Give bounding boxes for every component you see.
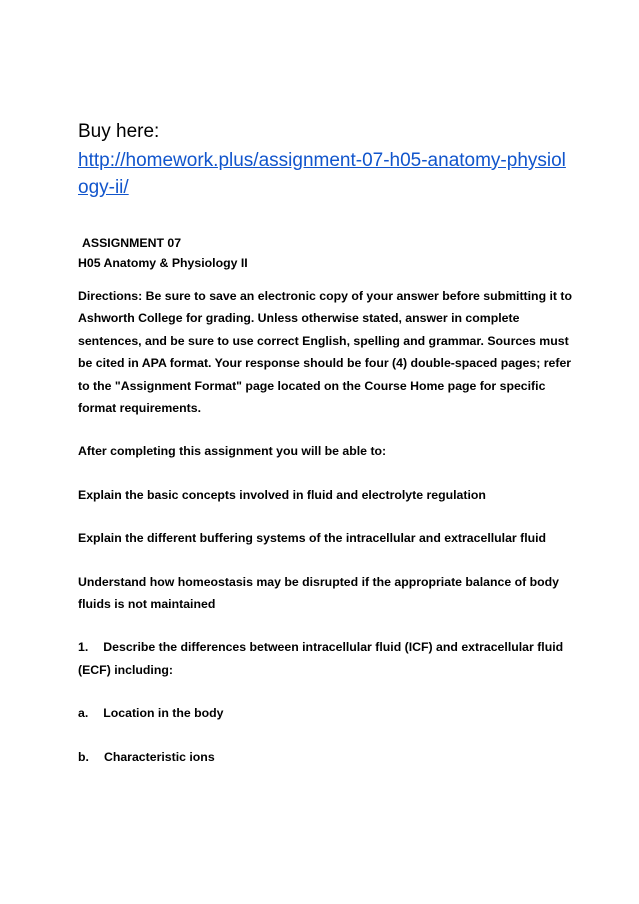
objective-item: Explain the basic concepts involved in fluid and electrolyte regulation xyxy=(78,487,486,502)
directions-line: Ashworth College for grading. Unless otherwise stated, answer in complete xyxy=(78,311,520,326)
objective-item: Explain the different buffering systems of the intracellular and extracellular fluid xyxy=(78,531,547,546)
objective-item-3 xyxy=(78,571,578,616)
sub-item-text: Location in the body xyxy=(103,706,224,721)
sub-item-text: Characteristic ions xyxy=(103,749,215,764)
objective-line: Understand how homeostasis may be disrupted if the appropriate balance of body xyxy=(78,574,560,589)
question-1 xyxy=(78,636,578,681)
directions-line: to the "Assignment Format" page located on the Course Home page for specific xyxy=(78,378,546,393)
sub-item-letter: a. xyxy=(78,706,89,721)
objectives-intro: After completing this assignment you will be able to: xyxy=(78,444,387,459)
question-line: (ECF) including: xyxy=(78,662,173,677)
directions-block xyxy=(78,285,578,419)
document-page xyxy=(78,118,578,768)
question-line xyxy=(78,636,578,658)
objective-line: fluids is not maintained xyxy=(78,597,216,612)
assignment-number: ASSIGNMENT 07 xyxy=(82,236,182,250)
question-number: 1. xyxy=(78,640,89,655)
buy-here-label: Buy here: xyxy=(78,121,160,142)
directions-line: Directions: Be sure to save an electronic copy of your answer before submitting it to xyxy=(78,289,573,303)
sub-item-letter: b. xyxy=(78,749,89,764)
directions-line: sentences, and be sure to use correct English, spelling and grammar. Sources must xyxy=(78,333,569,348)
directions-line: format requirements. xyxy=(78,401,201,416)
sub-item-a xyxy=(78,702,578,724)
sub-item-b xyxy=(78,746,578,768)
course-title: H05 Anatomy & Physiology II xyxy=(78,256,248,270)
question-text: Describe the differences between intracellular fluid (ICF) and extracellular fluid xyxy=(103,640,564,655)
directions-line: be cited in APA format. Your response should be four (4) double-spaced pages; refer xyxy=(78,356,572,371)
assignment-link[interactable]: http://homework.plus/assignment-07-h05-anatomy-physiology-ii/ xyxy=(78,150,566,198)
